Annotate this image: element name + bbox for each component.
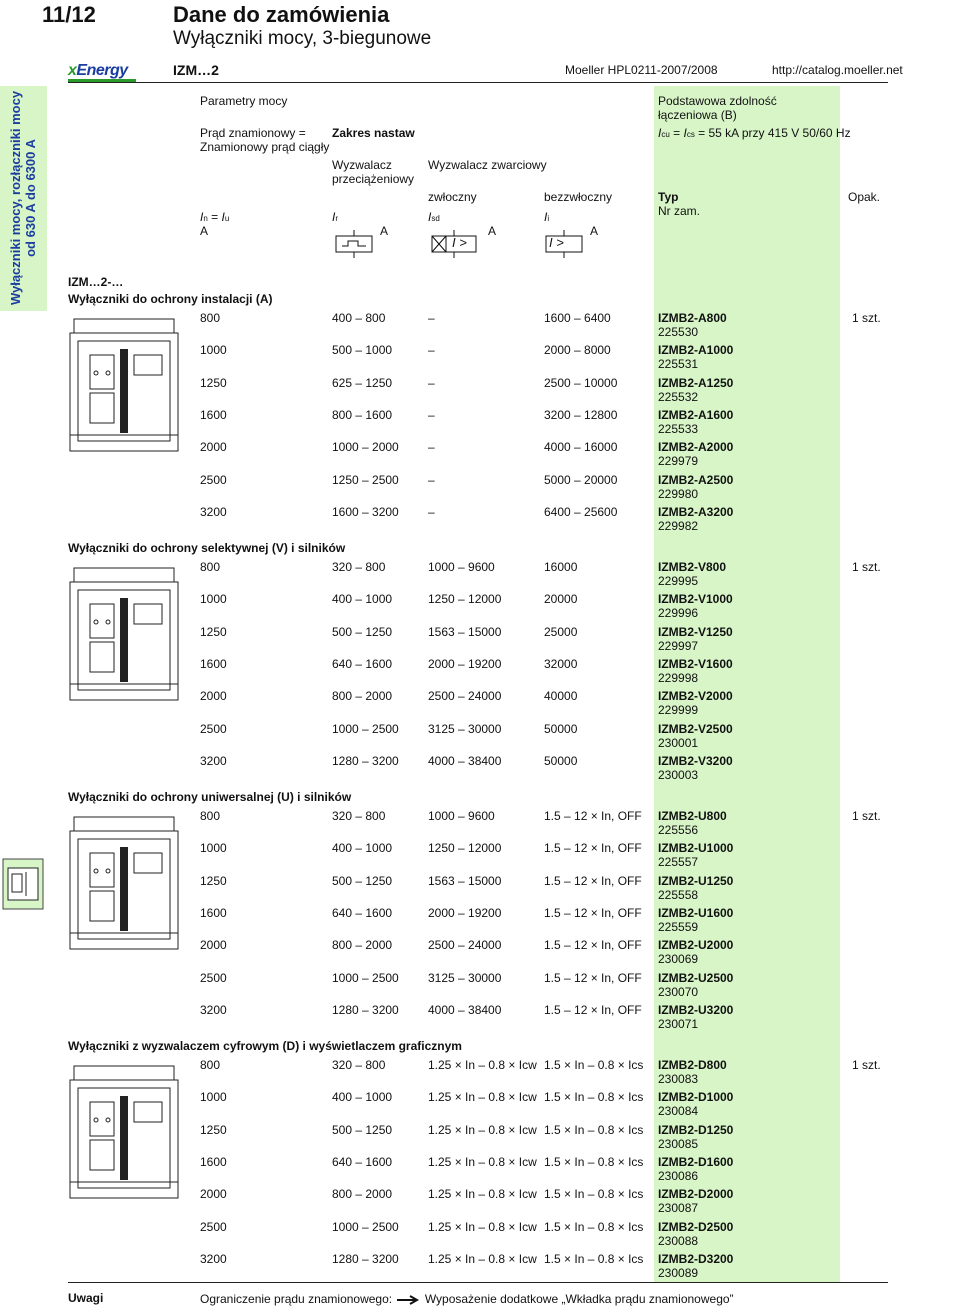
table-row — [200, 592, 890, 624]
table-row — [200, 1123, 890, 1155]
cell-ir: 800 – 2000 — [332, 689, 393, 704]
cell-order-no: 229997 — [658, 638, 699, 653]
cell-in: 2000 — [200, 1187, 227, 1202]
cell-isd: 1000 – 9600 — [428, 560, 495, 574]
cell-in: 2500 — [200, 1219, 227, 1234]
page-subtitle: Wyłączniki mocy, 3-biegunowe — [173, 28, 432, 49]
cell-isd: 1000 – 9600 — [428, 809, 495, 823]
cell-isd: 1563 – 15000 — [428, 624, 502, 639]
cell-isd: 2000 – 19200 — [428, 905, 502, 920]
group-label: IZM…2-… — [68, 275, 124, 289]
breaker-image — [68, 564, 180, 704]
cell-ii: 1.5 – 12 × In, OFF — [544, 841, 642, 856]
cell-order-no: 225556 — [658, 823, 699, 837]
cell-type: IZMB2-U1600 — [658, 905, 734, 920]
table-row — [200, 408, 890, 440]
cell-isd: 1.25 × In – 0.8 × Icw — [428, 1219, 537, 1234]
cell-type: IZMB2-D1250 — [658, 1122, 734, 1137]
cell-ii: 1.5 – 12 × In, OFF — [544, 938, 642, 953]
cell-in: 2000 — [200, 440, 227, 455]
cell-in: 1000 — [200, 841, 227, 856]
cell-ii: 1.5 × In – 0.8 × Ics — [544, 1154, 644, 1169]
cell-ir: 625 – 1250 — [332, 375, 393, 390]
cell-ir: 500 – 1250 — [332, 1122, 393, 1137]
cell-isd: 4000 – 38400 — [428, 753, 502, 768]
cell-isd: 1.25 × In – 0.8 × Icw — [428, 1251, 537, 1266]
cell-ii: 1.5 × In – 0.8 × Ics — [544, 1187, 644, 1202]
cell-in: 1250 — [200, 1122, 227, 1137]
cell-isd: 1.25 × In – 0.8 × Icw — [428, 1187, 537, 1202]
section-pack: 1 szt. — [852, 809, 881, 823]
cell-in: 1600 — [200, 905, 227, 920]
cell-type: IZMB2-V800 — [658, 560, 727, 574]
table-row — [200, 1155, 890, 1187]
cell-order-no: 230084 — [658, 1104, 699, 1119]
cell-ii: 2000 – 8000 — [544, 343, 611, 358]
capacity-label-2: łączeniowa (B) — [658, 108, 737, 122]
capacity-label: Podstawowa zdolność — [658, 94, 777, 108]
unit-in: A — [200, 224, 209, 238]
cell-order-no: 230086 — [658, 1168, 699, 1183]
cell-order-no: 229980 — [658, 486, 699, 501]
type-header: Typ — [658, 190, 679, 204]
arrow-icon — [395, 1295, 421, 1305]
cell-in: 3200 — [200, 1002, 227, 1017]
params-title: Parametry mocy — [200, 94, 288, 108]
cell-ii: 32000 — [544, 656, 578, 671]
cell-ir: 1280 – 3200 — [332, 753, 399, 768]
cell-type: IZMB2-U2500 — [658, 970, 734, 985]
cell-order-no: 230003 — [658, 767, 699, 782]
cell-ii: 50000 — [544, 753, 578, 768]
cell-in: 800 — [200, 560, 221, 574]
cell-ir: 400 – 1000 — [332, 1090, 393, 1105]
cell-ii: 1.5 – 12 × In, OFF — [544, 1002, 642, 1017]
cell-in: 1600 — [200, 1154, 227, 1169]
cell-isd: 4000 – 38400 — [428, 1002, 502, 1017]
cell-ii: 1.5 – 12 × In, OFF — [544, 873, 642, 888]
cell-order-no: 230070 — [658, 984, 699, 999]
in-iu-symbol: In = Iu — [200, 210, 230, 224]
cell-in: 2500 — [200, 721, 227, 736]
instant-relay-text: I > — [549, 235, 564, 250]
ir-symbol: Ir — [332, 210, 339, 224]
table-row — [200, 625, 890, 657]
cell-ii: 50000 — [544, 721, 578, 736]
cell-type: IZMB2-A1000 — [658, 343, 734, 358]
cell-order-no: 230071 — [658, 1016, 699, 1031]
cell-type: IZMB2-U2000 — [658, 938, 734, 953]
notes-text — [200, 1292, 734, 1306]
section-title: Wyłączniki do ochrony selektywnej (V) i silników — [68, 541, 346, 555]
cell-order-no: 225557 — [658, 855, 699, 870]
cell-order-no: 230089 — [658, 1265, 699, 1280]
breaker-image — [68, 315, 180, 455]
unit-ii: A — [590, 224, 599, 238]
cell-type: IZMB2-A1250 — [658, 375, 734, 390]
cell-type: IZMB2-A800 — [658, 311, 727, 325]
rated-current-label: Prąd znamionowy = — [200, 126, 306, 140]
catalog-reference: Moeller HPL0211-2007/2008 — [565, 63, 718, 77]
cell-isd: 2000 – 19200 — [428, 656, 502, 671]
cell-ii: 4000 – 16000 — [544, 440, 618, 455]
cell-ii: 5000 – 20000 — [544, 472, 618, 487]
cell-order-no: 229982 — [658, 518, 699, 533]
cell-ii: 1.5 × In – 0.8 × Ics — [544, 1219, 644, 1234]
table-row — [200, 906, 890, 938]
cell-in: 1600 — [200, 407, 227, 422]
cell-order-no: 225533 — [658, 421, 699, 436]
instant-label: bezzwłoczny — [544, 190, 613, 204]
cell-in: 2500 — [200, 472, 227, 487]
cell-order-no: 229999 — [658, 703, 699, 718]
cell-ir: 400 – 1000 — [332, 592, 393, 607]
cell-type: IZMB2-V1600 — [658, 656, 733, 671]
table-row — [200, 376, 890, 408]
cell-type: IZMB2-D1000 — [658, 1090, 734, 1105]
cell-type: IZMB2-A2500 — [658, 472, 734, 487]
cell-order-no: 225530 — [658, 325, 699, 339]
order-no-header: Nr zam. — [658, 204, 700, 218]
cell-ii: 20000 — [544, 592, 578, 607]
table-row — [200, 1252, 890, 1284]
cell-ii: 1.5 × In – 0.8 × Ics — [544, 1251, 644, 1266]
cell-order-no: 229996 — [658, 606, 699, 621]
cell-type: IZMB2-V1000 — [658, 592, 733, 607]
table-row — [200, 560, 890, 592]
cell-ir: 640 – 1600 — [332, 905, 393, 920]
cell-ii: 1.5 × In – 0.8 × Ics — [544, 1058, 644, 1072]
delayed-label: zwłoczny — [428, 190, 477, 204]
cell-type: IZMB2-A2000 — [658, 440, 734, 455]
breaker-thumbnail-icon — [2, 858, 44, 910]
thermal-relay-symbol — [330, 230, 378, 258]
cell-ir: 320 – 800 — [332, 1058, 386, 1072]
cell-isd: – — [428, 504, 435, 519]
overload-label: Wyzwalacz — [332, 158, 392, 172]
cell-ir: 500 – 1250 — [332, 873, 393, 888]
cell-order-no: 230085 — [658, 1136, 699, 1151]
table-row — [200, 1187, 890, 1219]
cell-ir: 1280 – 3200 — [332, 1251, 399, 1266]
table-row — [200, 1003, 890, 1035]
cell-in: 1250 — [200, 873, 227, 888]
cell-type: IZMB2-D1600 — [658, 1154, 734, 1169]
cell-order-no: 229979 — [658, 454, 699, 469]
logo-text: Energy — [76, 62, 128, 79]
cell-type: IZMB2-U3200 — [658, 1002, 734, 1017]
cell-in: 1250 — [200, 375, 227, 390]
cell-isd: – — [428, 343, 435, 358]
cell-ir: 1600 – 3200 — [332, 504, 399, 519]
cell-in: 2000 — [200, 938, 227, 953]
notes-text-a: Ograniczenie prądu znamionowego: — [200, 1292, 393, 1306]
cell-ir: 800 – 1600 — [332, 407, 393, 422]
cell-ii: 25000 — [544, 624, 578, 639]
cell-order-no: 230001 — [658, 735, 699, 750]
footer-rule — [68, 1282, 888, 1283]
cell-isd: 1.25 × In – 0.8 × Icw — [428, 1154, 537, 1169]
cell-in: 1000 — [200, 343, 227, 358]
cell-ii: 1.5 – 12 × In, OFF — [544, 905, 642, 920]
cell-ir: 320 – 800 — [332, 809, 386, 823]
isd-symbol: Isd — [428, 210, 440, 224]
cell-type: IZMB2-U1250 — [658, 873, 734, 888]
cell-ir: 500 – 1250 — [332, 624, 393, 639]
cell-isd: 1250 – 12000 — [428, 841, 502, 856]
cell-type: IZMB2-V3200 — [658, 753, 733, 768]
series-name: IZM…2 — [173, 62, 219, 78]
table-row — [200, 657, 890, 689]
cell-ir: 320 – 800 — [332, 560, 386, 574]
cell-type: IZMB2-U1000 — [658, 841, 734, 856]
cell-type: IZMB2-V1250 — [658, 624, 733, 639]
cell-order-no: 225558 — [658, 887, 699, 902]
cell-isd: 1.25 × In – 0.8 × Icw — [428, 1090, 537, 1105]
cell-ir: 1280 – 3200 — [332, 1002, 399, 1017]
table-row — [200, 841, 890, 873]
table-row — [200, 874, 890, 906]
cell-isd: 2500 – 24000 — [428, 689, 502, 704]
capacity-value: Icu = Ics = 55 kA przy 415 V 50/60 Hz — [658, 126, 851, 140]
cell-ii: 2500 – 10000 — [544, 375, 618, 390]
cell-ir: 500 – 1000 — [332, 343, 393, 358]
header-rule — [68, 82, 888, 83]
cell-ii: 1.5 – 12 × In, OFF — [544, 809, 642, 823]
cell-in: 2000 — [200, 689, 227, 704]
cell-order-no: 225559 — [658, 919, 699, 934]
cell-ii: 1600 – 6400 — [544, 311, 611, 325]
overload-label-2: przeciążeniowy — [332, 172, 415, 186]
unit-ir: A — [380, 224, 389, 238]
cell-type: IZMB2-D3200 — [658, 1251, 734, 1266]
cell-type: IZMB2-D2000 — [658, 1187, 734, 1202]
breaker-image — [68, 1062, 180, 1202]
side-title-line2: od 630 A do 6300 A — [23, 139, 38, 257]
cell-ir: 1250 – 2500 — [332, 472, 399, 487]
cell-isd: – — [428, 311, 435, 325]
cell-ii: 6400 – 25600 — [544, 504, 618, 519]
cell-isd: – — [428, 440, 435, 455]
section-pack: 1 szt. — [852, 560, 881, 574]
cell-isd: 2500 – 24000 — [428, 938, 502, 953]
cell-type: IZMB2-U800 — [658, 809, 727, 823]
breaker-image — [68, 813, 180, 953]
cell-ir: 400 – 1000 — [332, 841, 393, 856]
cell-in: 1000 — [200, 1090, 227, 1105]
cell-ii: 1.5 × In – 0.8 × Ics — [544, 1090, 644, 1105]
xenergy-logo — [68, 62, 128, 80]
cell-isd: 1.25 × In – 0.8 × Icw — [428, 1058, 537, 1072]
cell-ii: 1.5 × In – 0.8 × Ics — [544, 1122, 644, 1137]
table-row — [200, 971, 890, 1003]
cell-ir: 800 – 2000 — [332, 938, 393, 953]
cell-ii: 40000 — [544, 689, 578, 704]
cell-order-no: 229995 — [658, 574, 699, 588]
table-row — [200, 754, 890, 786]
cell-in: 800 — [200, 1058, 221, 1072]
page-title: Dane do zamówienia — [173, 2, 390, 27]
table-row — [200, 722, 890, 754]
section-pack: 1 szt. — [852, 311, 881, 325]
cell-order-no: 225531 — [658, 357, 699, 372]
cell-ir: 1000 – 2500 — [332, 1219, 399, 1234]
cell-in: 3200 — [200, 504, 227, 519]
ii-symbol: Ii — [544, 210, 550, 224]
rated-current-label-2: Znamionowy prąd ciągły — [200, 140, 330, 154]
cell-in: 3200 — [200, 753, 227, 768]
table-row — [200, 311, 890, 343]
table-row — [200, 505, 890, 537]
side-title — [8, 91, 38, 305]
unit-isd: A — [488, 224, 497, 238]
cell-in: 1250 — [200, 624, 227, 639]
cell-type: IZMB2-A1600 — [658, 407, 734, 422]
cell-ii: 1.5 – 12 × In, OFF — [544, 970, 642, 985]
cell-isd: – — [428, 472, 435, 487]
cell-isd: 1.25 × In – 0.8 × Icw — [428, 1122, 537, 1137]
cell-type: IZMB2-A3200 — [658, 504, 734, 519]
cell-in: 800 — [200, 809, 221, 823]
section-title: Wyłączniki do ochrony uniwersalnej (U) i silników — [68, 790, 352, 804]
delayed-relay-text: I > — [452, 235, 467, 250]
cell-order-no: 230088 — [658, 1233, 699, 1248]
table-row — [200, 938, 890, 970]
table-row — [200, 343, 890, 375]
section-title: Wyłączniki z wyzwalaczem cyfrowym (D) i wyświetlaczem graficznym — [68, 1039, 462, 1053]
short-circuit-label: Wyzwalacz zwarciowy — [428, 158, 547, 172]
settings-title: Zakres nastaw — [332, 126, 415, 140]
cell-ir: 640 – 1600 — [332, 1154, 393, 1169]
page-number: 11/12 — [42, 2, 96, 27]
cell-ii: 3200 – 12800 — [544, 407, 618, 422]
cell-ir: 1000 – 2500 — [332, 721, 399, 736]
cell-type: IZMB2-V2500 — [658, 721, 733, 736]
table-row — [200, 689, 890, 721]
notes-text-b: Wyposażenie dodatkowe „Wkładka prądu znamionowego” — [424, 1292, 734, 1306]
table-row — [200, 440, 890, 472]
cell-ii: 16000 — [544, 560, 578, 574]
cell-in: 800 — [200, 311, 221, 325]
logo-x: x — [68, 62, 77, 79]
catalog-url[interactable]: http://catalog.moeller.net — [772, 63, 903, 77]
cell-order-no: 230083 — [658, 1072, 699, 1086]
cell-order-no: 230087 — [658, 1201, 699, 1216]
cell-in: 3200 — [200, 1251, 227, 1266]
cell-isd: 1250 – 12000 — [428, 592, 502, 607]
cell-in: 1000 — [200, 592, 227, 607]
cell-order-no: 230069 — [658, 952, 699, 967]
cell-order-no: 225532 — [658, 389, 699, 404]
cell-isd: 1563 – 15000 — [428, 873, 502, 888]
cell-ir: 1000 – 2000 — [332, 440, 399, 455]
cell-isd: – — [428, 407, 435, 422]
cell-in: 1600 — [200, 656, 227, 671]
cell-order-no: 229998 — [658, 670, 699, 685]
cell-isd: 3125 – 30000 — [428, 721, 502, 736]
cell-in: 2500 — [200, 970, 227, 985]
cell-ir: 640 – 1600 — [332, 656, 393, 671]
table-row — [200, 809, 890, 841]
cell-isd: – — [428, 375, 435, 390]
cell-ir: 800 – 2000 — [332, 1187, 393, 1202]
table-row — [200, 1220, 890, 1252]
table-row — [200, 473, 890, 505]
notes-label: Uwagi — [68, 1291, 104, 1305]
cell-isd: 3125 – 30000 — [428, 970, 502, 985]
section-title: Wyłączniki do ochrony instalacji (A) — [68, 292, 273, 306]
cell-ir: 400 – 800 — [332, 311, 386, 325]
section-pack: 1 szt. — [852, 1058, 881, 1072]
table-row — [200, 1058, 890, 1090]
side-title-line1: Wyłączniki mocy, rozłączniki mocy — [8, 90, 23, 306]
table-row — [200, 1090, 890, 1122]
cell-type: IZMB2-D2500 — [658, 1219, 734, 1234]
cell-ir: 1000 – 2500 — [332, 970, 399, 985]
cell-type: IZMB2-V2000 — [658, 689, 733, 704]
cell-type: IZMB2-D800 — [658, 1058, 727, 1072]
pack-header: Opak. — [848, 190, 881, 204]
